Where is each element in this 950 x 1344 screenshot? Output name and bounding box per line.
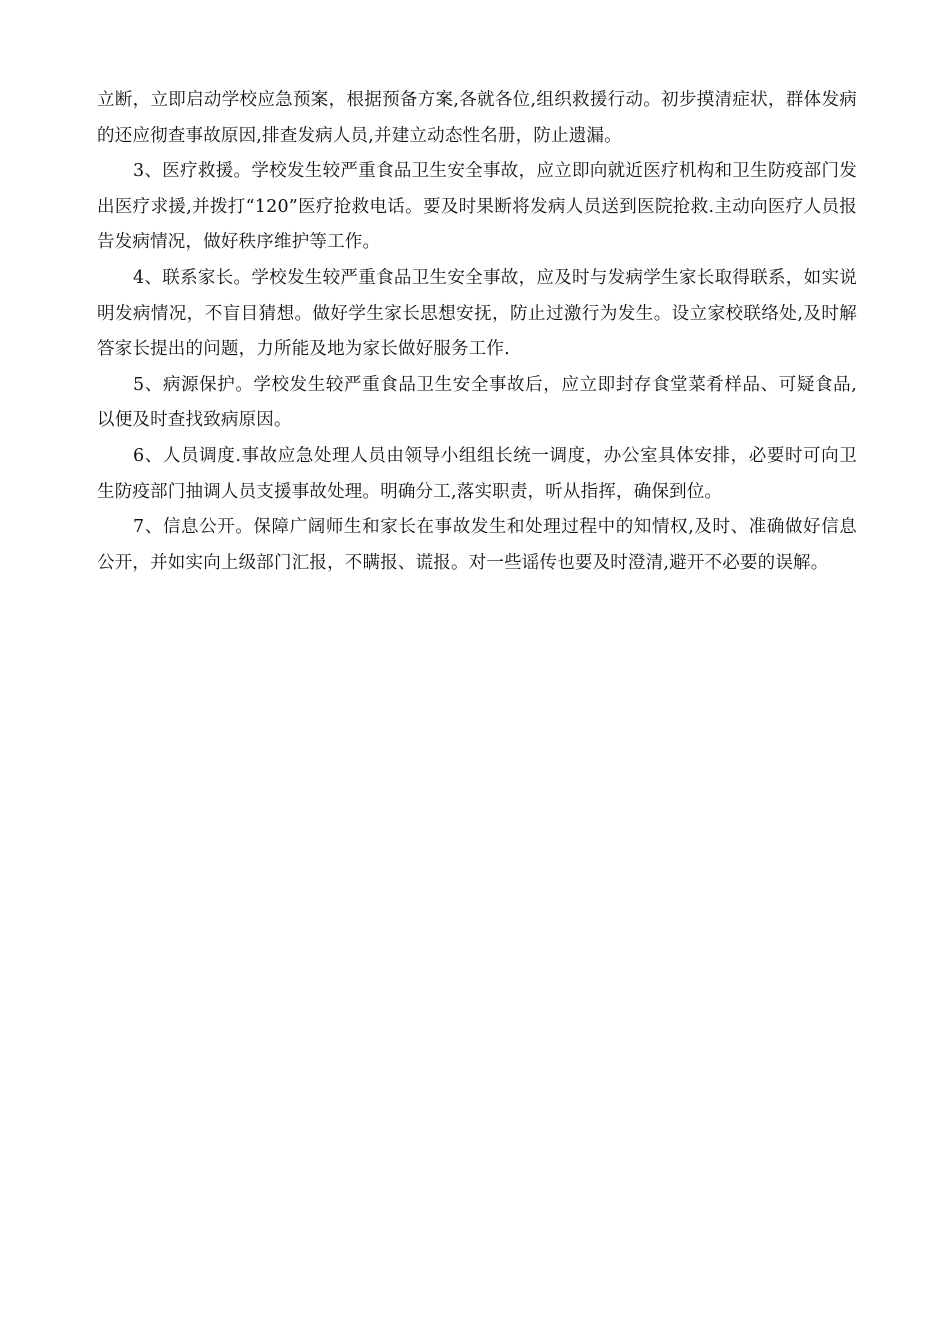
paragraph-contact-parents: 4、联系家长。学校发生较严重食品卫生安全事故，应及时与发病学生家长取得联系，如实说明发病情况，不盲目猜想。做好学生家长思想安抚，防止过激行为发生。设立家校联络处,及时解答家长提出的问题，力所能及地为家长做好服务工作. [97, 267, 857, 360]
document-body [97, 83, 857, 581]
paragraph-medical-rescue: 3、医疗救援。学校发生较严重食品卫生安全事故，应立即向就近医疗机构和卫生防疫部门发出医疗求援,并拨打“120”医疗抢救电话。要及时果断将发病人员送到医院抢救.主动向医疗人员报告发病情况，做好秩序维护等工作。 [97, 161, 857, 253]
paragraph-information-disclosure: 7、信息公开。保障广阔师生和家长在事故发生和处理过程中的知情权,及时、准确做好信息公开，并如实向上级部门汇报，不瞒报、谎报。对一些谣传也要及时澄清,避开不必要的误解。 [97, 517, 857, 573]
paragraph-continuation: 立断，立即启动学校应急预案，根据预备方案,各就各位,组织救援行动。初步摸清症状，群体发病的还应彻查事故原因,排查发病人员,并建立动态性名册，防止遗漏。 [97, 90, 857, 146]
paragraph-source-protection: 5、病源保护。学校发生较严重食品卫生安全事故后，应立即封存食堂菜肴样品、可疑食品,以便及时查找致病原因。 [97, 374, 857, 431]
paragraph-personnel-dispatch: 6、人员调度.事故应急处理人员由领导小组组长统一调度，办公室具体安排，必要时可向卫生防疫部门抽调人员支援事故处理。明确分工,落实职责，听从指挥，确保到位。 [97, 445, 857, 502]
